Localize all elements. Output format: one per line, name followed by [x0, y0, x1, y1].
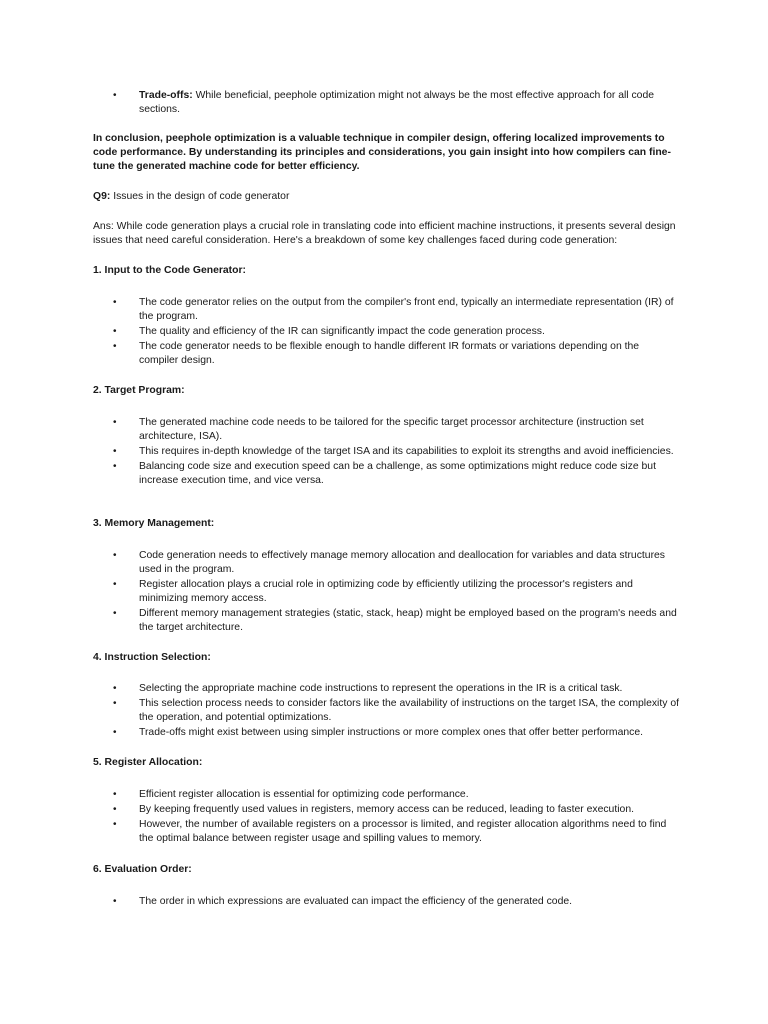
list-item: [0, 895, 679, 909]
intro-bullet-list: [0, 89, 768, 117]
bullet-glyph: •: [113, 579, 117, 590]
question-text: Issues in the design of code generator: [113, 191, 290, 202]
bullet-glyph: •: [113, 90, 117, 101]
list-item-text: Different memory management strategies (static, stack, heap) might be employed based on the program's needs and the target architecture.: [139, 608, 677, 633]
section-heading: 1. Input to the Code Generator:: [93, 265, 246, 276]
bullet-glyph: •: [113, 446, 117, 457]
list-item-text: Code generation needs to effectively manage memory allocation and deallocation for variables and data structures used in the program.: [139, 550, 666, 575]
list-item: [0, 726, 679, 740]
bullet-glyph: •: [113, 727, 117, 738]
bullet-glyph: •: [113, 341, 117, 352]
bullet-glyph: •: [113, 683, 117, 694]
section-list: [0, 416, 768, 488]
question-label: Q9:: [93, 191, 111, 202]
list-item-text: However, the number of available registers on a processor is limited, and register allocation algorithms need to find the optimal balance between register usage and spilling values to memory.: [139, 819, 667, 844]
section-list: [0, 549, 768, 635]
list-item: [0, 818, 679, 846]
list-item-text: The quality and efficiency of the IR can significantly impact the code generation process.: [139, 326, 545, 337]
list-item: [0, 549, 679, 577]
section-heading: 3. Memory Management:: [93, 518, 215, 529]
bullet-glyph: •: [113, 461, 117, 472]
bullet-glyph: •: [113, 896, 117, 907]
list-item-text: Balancing code size and execution speed can be a challenge, as some optimizations might reduce code size but increase execution time, and vice versa.: [139, 461, 656, 486]
conclusion-paragraph: In conclusion, peephole optimization is a valuable technique in compiler design, offering localized improvements to code performance. By understanding its principles and considerations, you gain insight into how compilers can fine-tune the generated machine code for better efficiency.: [93, 133, 671, 172]
section-heading: 6. Evaluation Order:: [93, 864, 192, 875]
list-item: [0, 296, 679, 324]
list-item: [0, 340, 679, 368]
section-heading: 2. Target Program:: [93, 385, 185, 396]
list-item: [0, 607, 679, 635]
list-item-text: By keeping frequently used values in registers, memory access can be reduced, leading to faster execution.: [139, 804, 634, 815]
list-item-text: The order in which expressions are evaluated can impact the efficiency of the generated code.: [139, 896, 573, 907]
list-item-text: Register allocation plays a crucial role in optimizing code by efficiently utilizing the processor's registers and minimizing memory access.: [139, 579, 633, 604]
bullet-glyph: •: [113, 698, 117, 709]
list-item: [0, 697, 679, 725]
section-heading: 4. Instruction Selection:: [93, 652, 211, 663]
bullet-glyph: •: [113, 297, 117, 308]
trade-offs-text: While beneficial, peephole optimization might not always be the most effective approach for all code sections.: [139, 90, 655, 115]
bullet-glyph: •: [113, 326, 117, 337]
section-heading: 5. Register Allocation:: [93, 757, 203, 768]
bullet-glyph: •: [113, 819, 117, 830]
section-list: [0, 788, 768, 846]
list-item: [0, 416, 679, 444]
bullet-glyph: •: [113, 789, 117, 800]
bullet-glyph: •: [113, 550, 117, 561]
list-item: [0, 578, 679, 606]
bullet-glyph: •: [113, 417, 117, 428]
list-item: [0, 682, 679, 696]
trade-offs-term: Trade-offs:: [139, 90, 193, 101]
question-line: [93, 190, 683, 204]
section-list: [0, 682, 768, 740]
list-item: [0, 325, 679, 339]
answer-paragraph: Ans: While code generation plays a crucial role in translating code into efficient machine instructions, it presents several design issues that need careful consideration. Here's a breakdown of some key challenges faced during code generation:: [93, 221, 676, 246]
list-item: [0, 460, 679, 488]
section-list: [0, 296, 768, 368]
list-item-text: Trade-offs might exist between using simpler instructions or more complex ones that offer better performance.: [139, 727, 643, 738]
list-item-text: Selecting the appropriate machine code instructions to represent the operations in the IR is a critical task.: [139, 683, 623, 694]
list-item: [0, 788, 679, 802]
list-item: [0, 89, 679, 117]
list-item-text: Efficient register allocation is essential for optimizing code performance.: [139, 789, 469, 800]
section-list: [0, 895, 768, 909]
list-item-text: The code generator needs to be flexible enough to handle different IR formats or variations depending on the compiler design.: [139, 341, 640, 366]
list-item: [0, 803, 679, 817]
list-item-text: This requires in-depth knowledge of the target ISA and its capabilities to exploit its strengths and avoid inefficiencies.: [139, 446, 674, 457]
bullet-glyph: •: [113, 608, 117, 619]
list-item-text: The code generator relies on the output from the compiler's front end, typically an intermediate representation (IR) of the program.: [139, 297, 674, 322]
bullet-glyph: •: [113, 804, 117, 815]
list-item-text: The generated machine code needs to be tailored for the specific target processor architecture (instruction set architecture, ISA).: [139, 417, 644, 442]
list-item-text: This selection process needs to consider factors like the availability of instructions on the target ISA, the complexity of the operation, and potential optimizations.: [139, 698, 680, 723]
list-item: [0, 445, 679, 459]
